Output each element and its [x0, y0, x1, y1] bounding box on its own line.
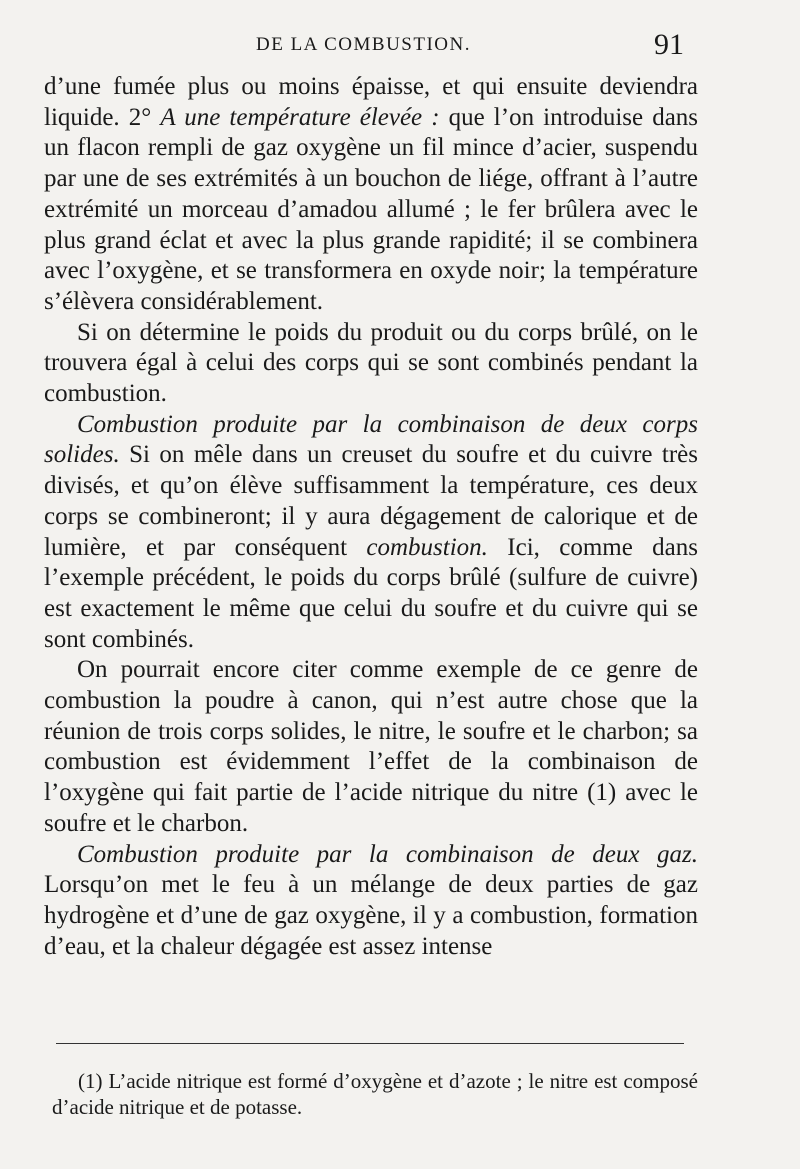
paragraph-3-italic-heading: Combustion produite par la combinaison de deux corps solides. — [44, 410, 698, 469]
paragraph-5 — [44, 840, 698, 963]
paragraph-1-number: 2° — [128, 103, 152, 131]
paragraph-3 — [44, 410, 698, 656]
paragraph-3-text-b: Ici, comme dans l’exemple précédent, le poids du corps brûlé (sulfure de cuivre) est exactement le même que celui du soufre et du cuivre qui se sont combinés. — [44, 533, 698, 653]
paragraph-1 — [44, 72, 698, 318]
paragraph-2: Si on détermine le poids du produit ou du corps brûlé, on le trouvera égal à celui des corps qui se sont combinés pendant la combustion. — [44, 318, 698, 408]
footnote-reference[interactable]: (1) — [587, 779, 617, 807]
paragraph-3-text-a: Si on mêle dans un creuset du soufre et du cuivre très divisés, et qu’on élève suffisamment la température, ces deux corps se combineront; il y aura dégagement de calorique et de lumière, et par conséquent — [44, 441, 699, 561]
page-number: 91 — [654, 28, 684, 61]
footnote — [52, 1068, 698, 1120]
paragraph-1-italic-heading: A une température élevée : — [160, 103, 440, 131]
paragraph-5-italic-heading: Combustion produite par la combinaison de deux gaz. — [77, 840, 698, 868]
paragraph-4 — [44, 655, 698, 839]
paragraph-4-text-b: avec le soufre et le charbon. — [44, 779, 699, 837]
footnote-divider — [56, 1043, 684, 1044]
footnote-text: L’acide nitrique est formé d’oxygène et d’azote ; le nitre est composé d’acide nitrique et de potasse. — [52, 1069, 699, 1119]
body-text — [44, 72, 698, 962]
paragraph-3-italic-term: combustion. — [366, 533, 488, 561]
footnote-marker: (1) — [78, 1069, 103, 1093]
paragraph-4-text-a: On pourrait encore citer comme exemple de ce genre de combustion la poudre à canon, qui n’est autre chose que la réunion de trois corps solides, le nitre, le soufre et le charbon; sa combustion est évidemment l’effet de la combinaison de l’oxygène qui fait partie de l’acide nitrique du nitre — [44, 656, 698, 807]
paragraph-5-text: Lorsqu’on met le feu à un mélange de deux parties de gaz hydrogène et d’une de gaz oxygène, il y a combustion, formation d’eau, et la chaleur dégagée est assez intense — [44, 871, 698, 960]
paragraph-1-text: que l’on introduise dans un flacon rempli de gaz oxygène un fil mince d’acier, suspendu par une de ses extrémités à un bouchon de liége, offrant à l’autre extrémité un morceau d’amadou allumé ; le fer brûlera avec le plus grand éclat et avec la plus grande rapidité; il se combinera avec l’oxygène, et se transformera en oxyde noir; la température s’élèvera considérablement. — [44, 103, 699, 315]
paragraph-1-continuation: d’une fumée plus ou moins épaisse, et qui ensuite deviendra liquide. — [44, 73, 698, 131]
running-title: DE LA COMBUSTION. — [256, 34, 471, 55]
page-header — [0, 28, 800, 64]
